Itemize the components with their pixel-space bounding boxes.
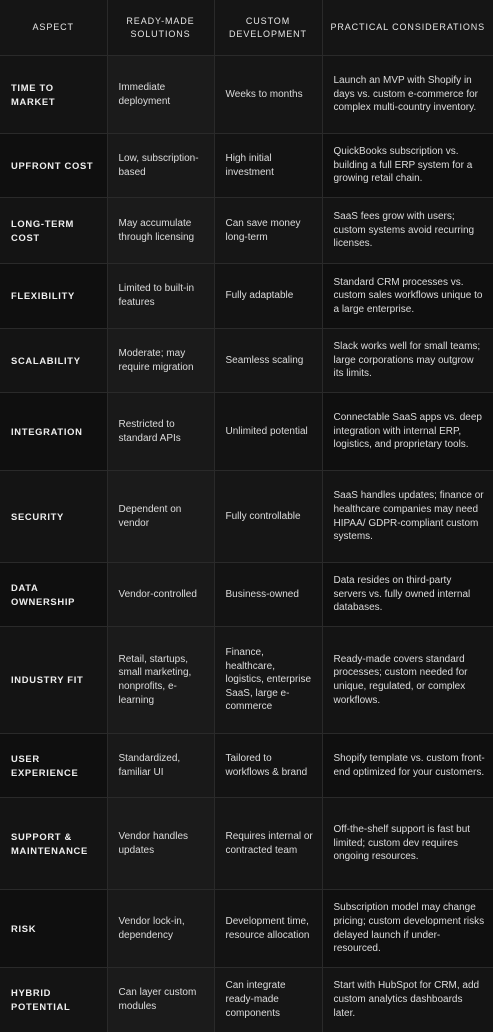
ready-made-cell: Vendor-controlled <box>107 563 214 627</box>
practical-cell: QuickBooks subscription vs. building a full ERP system for a growing retail chain. <box>322 134 493 198</box>
aspect-cell: LONG-TERM COST <box>0 198 107 264</box>
table-row <box>0 890 493 968</box>
ready-made-cell: Moderate; may require migration <box>107 329 214 393</box>
custom-cell: Finance, healthcare, logistics, enterprise SaaS, large e-commerce <box>214 627 322 734</box>
table-row <box>0 968 493 1032</box>
custom-cell: Business-owned <box>214 563 322 627</box>
practical-cell: SaaS fees grow with users; custom systems avoid recurring licenses. <box>322 198 493 264</box>
table-row <box>0 329 493 393</box>
table-row <box>0 393 493 471</box>
ready-made-cell: Vendor handles updates <box>107 798 214 890</box>
header-ready-made: READY-MADE SOLUTIONS <box>107 0 214 56</box>
practical-cell: Standard CRM processes vs. custom sales workflows unique to a large enterprise. <box>322 264 493 329</box>
table-row <box>0 798 493 890</box>
practical-cell: Connectable SaaS apps vs. deep integration with internal ERP, logistics, and proprietary tools. <box>322 393 493 471</box>
aspect-cell: HYBRID POTENTIAL <box>0 968 107 1032</box>
practical-cell: Data resides on third-party servers vs. fully owned internal databases. <box>322 563 493 627</box>
ready-made-cell: Can layer custom modules <box>107 968 214 1032</box>
header-custom: CUSTOM DEVELOPMENT <box>214 0 322 56</box>
table-row <box>0 264 493 329</box>
header-aspect: ASPECT <box>0 0 107 56</box>
ready-made-cell: Low, subscription-based <box>107 134 214 198</box>
ready-made-cell: Retail, startups, small marketing, nonprofits, e-learning <box>107 627 214 734</box>
aspect-cell: UPFRONT COST <box>0 134 107 198</box>
table-row <box>0 56 493 134</box>
custom-cell: Unlimited potential <box>214 393 322 471</box>
table-row <box>0 134 493 198</box>
ready-made-cell: Dependent on vendor <box>107 471 214 563</box>
aspect-cell: RISK <box>0 890 107 968</box>
aspect-cell: INTEGRATION <box>0 393 107 471</box>
table-row <box>0 563 493 627</box>
table-row <box>0 471 493 563</box>
table-row <box>0 198 493 264</box>
ready-made-cell: Immediate deployment <box>107 56 214 134</box>
ready-made-cell: Vendor lock-in, dependency <box>107 890 214 968</box>
practical-cell: Launch an MVP with Shopify in days vs. custom e-commerce for complex multi-country inventory. <box>322 56 493 134</box>
header-row <box>0 0 493 56</box>
aspect-cell: DATA OWNERSHIP <box>0 563 107 627</box>
practical-cell: Slack works well for small teams; large corporations may outgrow its limits. <box>322 329 493 393</box>
practical-cell: Shopify template vs. custom front-end optimized for your customers. <box>322 734 493 798</box>
table-row <box>0 734 493 798</box>
ready-made-cell: Limited to built-in features <box>107 264 214 329</box>
aspect-cell: SCALABILITY <box>0 329 107 393</box>
aspect-cell: FLEXIBILITY <box>0 264 107 329</box>
aspect-cell: TIME TO MARKET <box>0 56 107 134</box>
practical-cell: SaaS handles updates; finance or healthcare companies may need HIPAA/ GDPR-compliant custom systems. <box>322 471 493 563</box>
aspect-cell: SECURITY <box>0 471 107 563</box>
custom-cell: Seamless scaling <box>214 329 322 393</box>
custom-cell: High initial investment <box>214 134 322 198</box>
custom-cell: Can save money long-term <box>214 198 322 264</box>
table-row <box>0 627 493 734</box>
ready-made-cell: Standardized, familiar UI <box>107 734 214 798</box>
custom-cell: Weeks to months <box>214 56 322 134</box>
ready-made-cell: May accumulate through licensing <box>107 198 214 264</box>
practical-cell: Off-the-shelf support is fast but limited; custom dev requires ongoing resources. <box>322 798 493 890</box>
header-practical: PRACTICAL CONSIDERATIONS <box>322 0 493 56</box>
custom-cell: Tailored to workflows & brand <box>214 734 322 798</box>
aspect-cell: USER EXPERIENCE <box>0 734 107 798</box>
ready-made-cell: Restricted to standard APIs <box>107 393 214 471</box>
practical-cell: Subscription model may change pricing; custom development risks delayed launch if under-resourced. <box>322 890 493 968</box>
aspect-cell: SUPPORT & MAINTENANCE <box>0 798 107 890</box>
custom-cell: Fully adaptable <box>214 264 322 329</box>
custom-cell: Development time, resource allocation <box>214 890 322 968</box>
aspect-cell: INDUSTRY FIT <box>0 627 107 734</box>
practical-cell: Start with HubSpot for CRM, add custom analytics dashboards later. <box>322 968 493 1032</box>
custom-cell: Can integrate ready-made components <box>214 968 322 1032</box>
custom-cell: Requires internal or contracted team <box>214 798 322 890</box>
practical-cell: Ready-made covers standard processes; custom needed for unique, regulated, or complex workflows. <box>322 627 493 734</box>
custom-cell: Fully controllable <box>214 471 322 563</box>
